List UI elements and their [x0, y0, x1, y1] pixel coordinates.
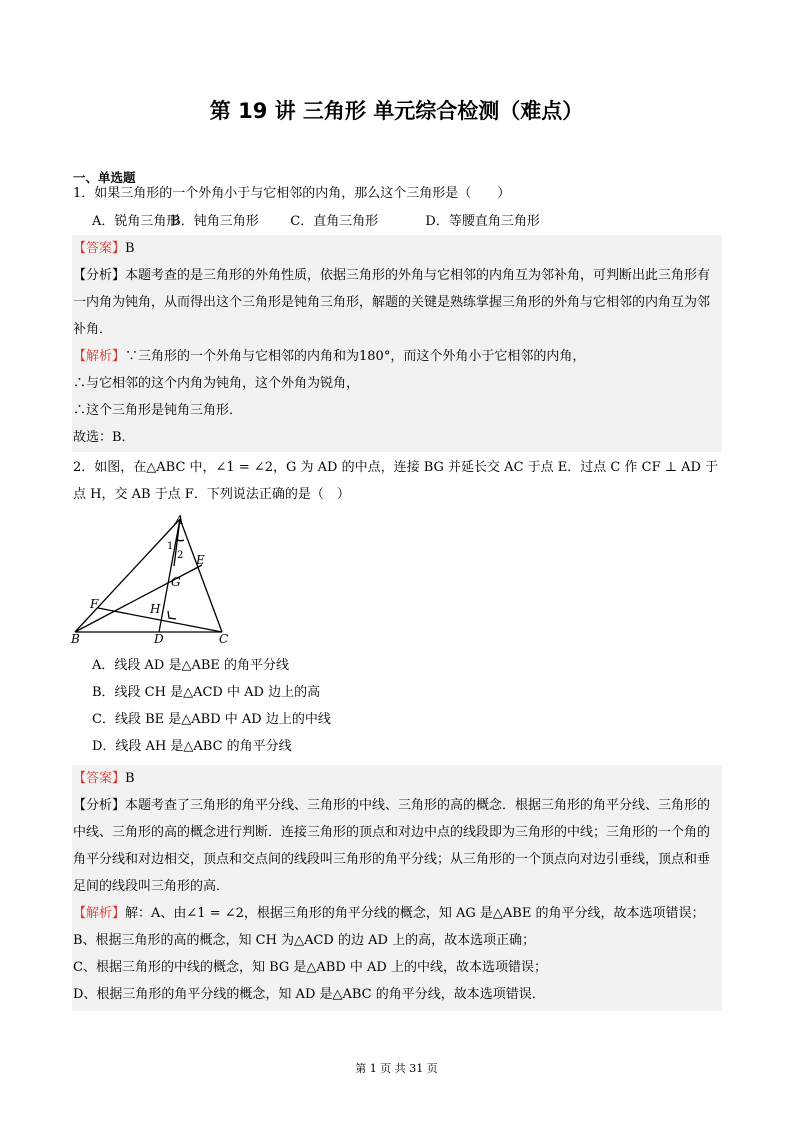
- q1-option-c: C．直角三角形: [290, 214, 379, 229]
- q1-solution-line-1: [72, 343, 722, 370]
- q2-analysis: [72, 792, 722, 900]
- q1-answer-line: [72, 235, 722, 262]
- q2-analysis-text: 本题考查了三角形的角平分线、三角形的中线、三角形的高的概念．根据三角形的角平分线、三角形的中线、三角形的高的概念进行判断．连接三角形的顶点和对边中点的线段即为三角形的中线；三角形的一个角的角平分线和对边相交，顶点和交点间的线段叫三角形的角平分线；从三角形的一个顶点向对边引垂线，顶点和垂足间的线段叫三角形的高．: [73, 798, 711, 894]
- q1-stem: 1．如果三角形的一个外角小于与它相邻的内角，那么这个三角形是（ ）: [73, 186, 511, 201]
- q2-option-c: C．线段 BE 是△ABD 中 AD 边上的中线: [92, 712, 331, 727]
- q2-answer: B: [125, 771, 135, 786]
- page-footer: 第 1 页 共 31 页: [355, 1062, 438, 1075]
- label-g: G: [171, 575, 181, 589]
- q1-solution-line-4: 故选：B．: [73, 430, 135, 445]
- label-b: B: [71, 632, 80, 646]
- q1-analysis-text: 本题考查的是三角形的外角性质，依据三角形的外角与它相邻的内角互为邻补角，可判断出此三角形有一内角为钝角，从而得出这个三角形是钝角三角形，解题的关键是熟练掌握三角形的外角与它相邻的内角互为邻补角．: [73, 268, 711, 337]
- label-d: D: [154, 632, 164, 646]
- segment-ac: [180, 519, 222, 632]
- q2-option-b: B．线段 CH 是△ACD 中 AD 边上的高: [92, 685, 321, 700]
- q2-answer-line: [72, 765, 722, 792]
- label-a: A: [175, 513, 184, 527]
- label-1: 1: [167, 541, 174, 552]
- q1-option-a: A．锐角三角形: [92, 214, 180, 229]
- label-f: F: [90, 597, 99, 611]
- q1-solution-line-3: ∴这个三角形是钝角三角形．: [73, 403, 243, 418]
- answer-tag: 【答案】: [73, 771, 126, 786]
- section-heading: 一、单选题: [73, 170, 136, 185]
- q2-option-d: D．线段 AH 是△ABC 的角平分线: [92, 739, 292, 754]
- q1-analysis: [72, 262, 722, 343]
- right-angle-mark: [168, 611, 176, 619]
- solution-tag: 【解析】: [73, 906, 126, 921]
- q2-options: [92, 652, 331, 760]
- q2-solution-line-1: [72, 900, 722, 927]
- label-2: 2: [177, 550, 184, 561]
- page-title: 第 19 讲 三角形 单元综合检测（难点）: [209, 99, 584, 123]
- answer-tag: 【答案】: [73, 241, 126, 256]
- q2-solution-text-1: 解：A、由∠1 = ∠2，根据三角形的角平分线的概念，知 AG 是△ABE 的角平分线，故本选项错误；: [125, 906, 705, 921]
- q1-answer: B: [125, 241, 135, 256]
- q1-option-b: B．钝角三角形: [171, 214, 259, 229]
- q2-stem: 2．如图，在△ABC 中，∠1 = ∠2，G 为 AD 的中点，连接 BG 并延长交 AC 于点 E．过点 C 作 CF ⊥ AD 于点 H，交 AB 于点 F．下列说法正确的是（ ）: [73, 460, 719, 502]
- segment-ab: [75, 519, 180, 632]
- analysis-tag: 【分析】: [73, 268, 126, 283]
- q2-solution-line-3: C、根据三角形的中线的概念，知 BG 是△ABD 中 AD 上的中线，故本选项错误；: [73, 960, 547, 975]
- q1-solution-text-1: ∵三角形的一个外角与它相邻的内角和为180°，而这个外角小于它相邻的内角，: [125, 349, 586, 364]
- q1-option-d: D．等腰直角三角形: [425, 214, 540, 229]
- solution-tag: 【解析】: [73, 349, 126, 364]
- q1-answer-box: [72, 235, 722, 452]
- triangle-figure: [68, 512, 238, 648]
- q1-solution-line-2: ∴与它相邻的这个内角为钝角，这个外角为锐角，: [73, 376, 360, 391]
- label-c: C: [219, 632, 229, 646]
- q2-solution-line-2: B、根据三角形的高的概念，知 CH 为△ACD 的边 AD 上的高，故本选项正确；: [73, 933, 536, 948]
- q2-option-a: A．线段 AD 是△ABE 的角平分线: [92, 658, 290, 673]
- analysis-tag: 【分析】: [73, 798, 126, 813]
- q2-answer-box: [72, 765, 722, 1011]
- q1-options: [92, 209, 540, 235]
- label-e: E: [196, 553, 205, 567]
- label-h: H: [150, 602, 161, 616]
- q2-solution-line-4: D、根据三角形的角平分线的概念，知 AD 是△ABC 的角平分线，故本选项错误．: [73, 987, 545, 1002]
